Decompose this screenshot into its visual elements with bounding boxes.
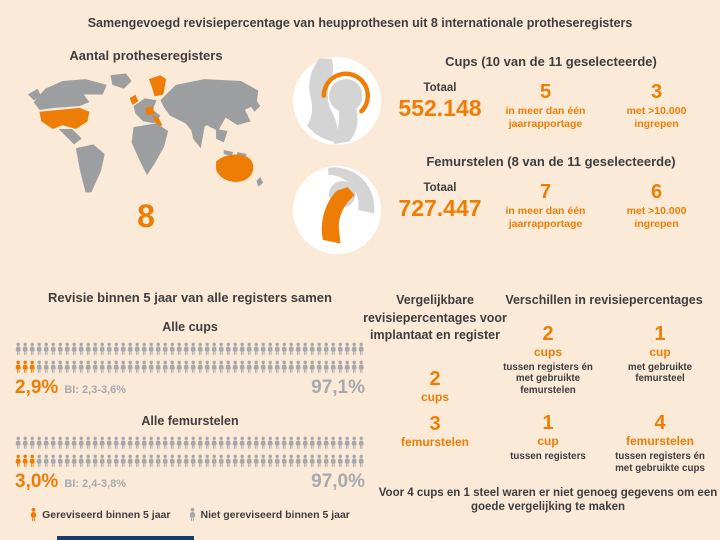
person-icon: [211, 453, 217, 469]
person-icon: [337, 341, 343, 357]
implant-stats-section: [390, 54, 712, 230]
person-icon: [127, 435, 133, 451]
person-icon: [176, 435, 182, 451]
stems-section: [390, 154, 712, 230]
registers-count: 8: [137, 198, 155, 234]
person-icon: [106, 341, 112, 357]
person-icon: [78, 341, 84, 357]
person-icon: [232, 359, 238, 375]
person-icon: [197, 435, 203, 451]
person-icon: [57, 453, 63, 469]
person-icon: [29, 341, 35, 357]
item-label: femurstelen: [400, 434, 470, 449]
person-icon: [113, 341, 119, 357]
person-icon: [99, 341, 105, 357]
person-icon: [78, 453, 84, 469]
person-icon: [36, 435, 42, 451]
pictogram-grid: [15, 341, 365, 375]
person-icon: [148, 435, 154, 451]
person-icon: [309, 341, 315, 357]
person-icon: [120, 359, 126, 375]
pictogram-row: [15, 453, 365, 469]
stems-stat-yearreports: [490, 182, 601, 230]
pictogram-row: [15, 359, 365, 375]
person-icon: [113, 435, 119, 451]
person-icon: [316, 359, 322, 375]
group-name: Alle cups: [162, 320, 218, 334]
person-icon: [57, 359, 63, 375]
person-icon: [183, 453, 189, 469]
person-icon: [155, 341, 161, 357]
item-value: 3: [429, 412, 441, 435]
revision-heading: Revisie binnen 5 jaar van alle registers samen: [48, 290, 332, 305]
person-icon: [246, 435, 252, 451]
person-icon: [120, 435, 126, 451]
footnote: Voor 4 cups en 1 steel waren er niet genoeg gegevens om een goede vergelijking te maken: [378, 487, 718, 514]
item-value: 2: [542, 322, 554, 345]
person-icon: [176, 359, 182, 375]
person-icon: [323, 453, 329, 469]
person-icon: [323, 359, 329, 375]
person-icon: [22, 341, 28, 357]
stems-total: [390, 182, 490, 230]
person-icon: [30, 506, 37, 523]
person-icon: [309, 435, 315, 451]
person-icon: [281, 359, 287, 375]
person-icon: [64, 341, 70, 357]
person-icon: [22, 435, 28, 451]
person-icon: [78, 359, 84, 375]
person-icon: [267, 435, 273, 451]
difference-item-4: [607, 413, 713, 475]
stat-label: met >10.000 ingrepen: [626, 105, 687, 130]
person-icon: [253, 341, 259, 357]
person-icon: [358, 453, 364, 469]
person-icon: [351, 435, 357, 451]
cups-stat-yearreports: [490, 82, 601, 130]
person-icon: [330, 453, 336, 469]
item-desc: tussen registers én met gebruikte femurstelen: [503, 361, 593, 397]
stems-heading: Femurstelen (8 van de 11 geselecteerde): [426, 154, 676, 170]
person-icon: [43, 435, 49, 451]
cups-stat-procedures: [601, 82, 712, 130]
item-label: cup: [649, 344, 671, 359]
person-icon: [148, 359, 154, 375]
person-icon: [344, 453, 350, 469]
person-icon: [141, 453, 147, 469]
cups-total-label: Totaal: [423, 82, 457, 94]
person-icon: [134, 435, 140, 451]
person-icon: [316, 453, 322, 469]
item-value: 4: [654, 412, 666, 435]
person-icon: [176, 453, 182, 469]
revised-percent: 2,9%: [15, 377, 59, 398]
person-icon: [78, 435, 84, 451]
stems-stat-procedures: [601, 182, 712, 230]
person-icon: [169, 453, 175, 469]
person-icon: [57, 435, 63, 451]
person-icon: [169, 341, 175, 357]
person-icon: [225, 453, 231, 469]
person-icon: [120, 453, 126, 469]
person-icon: [29, 435, 35, 451]
confidence-interval: BI: 2,3-3,6%: [64, 384, 127, 396]
person-icon: [197, 359, 203, 375]
person-icon: [92, 341, 98, 357]
person-icon: [351, 341, 357, 357]
revision-section: [15, 290, 365, 523]
person-icon: [29, 359, 35, 375]
person-icon: [225, 341, 231, 357]
cups-total-value: 552.148: [398, 95, 482, 121]
person-icon: [36, 453, 42, 469]
bottom-bar: [57, 536, 194, 540]
person-icon: [246, 453, 252, 469]
person-icon: [141, 435, 147, 451]
person-icon: [50, 359, 56, 375]
comparable-item-stems: [360, 414, 510, 449]
person-icon: [274, 359, 280, 375]
person-icon: [141, 341, 147, 357]
person-icon: [316, 341, 322, 357]
person-icon: [134, 453, 140, 469]
person-icon: [330, 359, 336, 375]
person-icon: [302, 359, 308, 375]
person-icon: [295, 341, 301, 357]
person-icon: [15, 435, 21, 451]
person-icon: [295, 435, 301, 451]
stems-total-label: Totaal: [423, 182, 457, 195]
person-icon: [239, 359, 245, 375]
person-icon: [232, 341, 238, 357]
person-icon: [190, 341, 196, 357]
femoral-stem-icon: [293, 166, 381, 254]
world-map: [26, 69, 266, 214]
person-icon: [260, 435, 266, 451]
person-icon: [309, 359, 315, 375]
person-icon: [43, 453, 49, 469]
person-icon: [183, 435, 189, 451]
person-icon: [106, 435, 112, 451]
person-icon: [127, 359, 133, 375]
revision-group-cups: [15, 320, 365, 399]
person-icon: [57, 341, 63, 357]
person-icon: [337, 359, 343, 375]
person-icon: [85, 359, 91, 375]
person-icon: [302, 341, 308, 357]
person-icon: [267, 341, 273, 357]
difference-item-1: [495, 324, 601, 398]
comparable-section: [360, 292, 510, 449]
stat-value: 7: [539, 181, 552, 204]
person-icon: [92, 435, 98, 451]
person-icon: [295, 453, 301, 469]
person-icon: [204, 453, 210, 469]
person-icon: [218, 341, 224, 357]
person-icon: [155, 453, 161, 469]
person-icon: [344, 341, 350, 357]
person-icon: [99, 359, 105, 375]
person-icon: [302, 435, 308, 451]
person-icon: [225, 435, 231, 451]
person-icon: [337, 453, 343, 469]
person-icon: [85, 453, 91, 469]
person-icon: [141, 359, 147, 375]
stat-value: 3: [650, 81, 663, 103]
person-icon: [253, 453, 259, 469]
not-revised-person-icon: [189, 506, 196, 523]
person-icon: [239, 341, 245, 357]
person-icon: [162, 341, 168, 357]
person-icon: [239, 435, 245, 451]
person-icon: [169, 435, 175, 451]
person-icon: [134, 359, 140, 375]
page-title: Samengevoegd revisiepercentage van heupprothesen uit 8 internationale protheseregisters: [87, 16, 633, 30]
cup-prosthesis-icon: [293, 57, 381, 145]
person-icon: [189, 506, 196, 523]
person-icon: [127, 341, 133, 357]
person-icon: [15, 453, 21, 469]
person-icon: [190, 435, 196, 451]
person-icon: [50, 341, 56, 357]
comparable-item-cups: [360, 369, 510, 404]
legend-item-not-revised: [189, 506, 350, 523]
person-icon: [232, 435, 238, 451]
person-icon: [344, 435, 350, 451]
cups-total: [390, 82, 490, 130]
differences-heading: Verschillen in revisiepercentages: [505, 293, 703, 307]
person-icon: [113, 453, 119, 469]
person-icon: [288, 435, 294, 451]
legend-item-revised: [30, 506, 170, 523]
person-icon: [50, 435, 56, 451]
person-icon: [22, 359, 28, 375]
person-icon: [113, 359, 119, 375]
stat-label: in meer dan één jaarrapportage: [505, 205, 586, 230]
person-icon: [148, 341, 154, 357]
person-icon: [218, 453, 224, 469]
person-icon: [134, 341, 140, 357]
person-icon: [64, 453, 70, 469]
person-icon: [225, 359, 231, 375]
person-icon: [43, 359, 49, 375]
item-desc: met gebruikte femursteel: [627, 361, 693, 385]
person-icon: [281, 341, 287, 357]
cups-heading: Cups (10 van de 11 geselecteerde): [445, 54, 657, 69]
item-label: cup: [537, 434, 559, 449]
person-icon: [92, 359, 98, 375]
person-icon: [64, 359, 70, 375]
person-icon: [267, 453, 273, 469]
person-icon: [344, 359, 350, 375]
person-icon: [15, 341, 21, 357]
person-icon: [281, 435, 287, 451]
pictogram-row: [15, 435, 365, 451]
person-icon: [253, 359, 259, 375]
item-desc: tussen registers: [510, 451, 586, 463]
person-icon: [260, 453, 266, 469]
person-icon: [183, 359, 189, 375]
legend-label: Gereviseerd binnen 5 jaar: [42, 508, 171, 521]
not-revised-percent: 97,1%: [311, 377, 365, 398]
person-icon: [274, 453, 280, 469]
person-icon: [99, 435, 105, 451]
person-icon: [204, 341, 210, 357]
person-icon: [351, 453, 357, 469]
person-icon: [190, 453, 196, 469]
person-icon: [148, 453, 154, 469]
registers-heading: Aantal protheseregisters: [69, 48, 223, 63]
stat-label: met >10.000 ingrepen: [626, 205, 687, 230]
differences-section: [495, 292, 713, 475]
person-icon: [330, 341, 336, 357]
person-icon: [330, 435, 336, 451]
not-revised-percent: 97,0%: [311, 471, 365, 492]
cups-section: [390, 54, 712, 130]
person-icon: [162, 453, 168, 469]
person-icon: [85, 435, 91, 451]
comparable-heading: Vergelijkbare revisiepercentages voor implantaat en register: [363, 293, 507, 342]
person-icon: [274, 341, 280, 357]
person-icon: [246, 359, 252, 375]
person-icon: [302, 453, 308, 469]
person-icon: [337, 435, 343, 451]
person-icon: [288, 359, 294, 375]
stat-label: in meer dan één jaarrapportage: [505, 105, 586, 130]
person-icon: [22, 453, 28, 469]
person-icon: [197, 453, 203, 469]
person-icon: [50, 453, 56, 469]
person-icon: [92, 453, 98, 469]
person-icon: [232, 453, 238, 469]
person-icon: [323, 435, 329, 451]
difference-item-3: [495, 413, 601, 475]
person-icon: [211, 435, 217, 451]
person-icon: [295, 359, 301, 375]
person-icon: [309, 453, 315, 469]
item-label: cups: [420, 389, 449, 404]
person-icon: [127, 453, 133, 469]
revision-group-stems: [15, 414, 365, 493]
confidence-interval: BI: 2,4-3,8%: [64, 478, 127, 490]
item-desc: tussen registers én met gebruikte cups: [615, 451, 705, 475]
person-icon: [281, 453, 287, 469]
person-icon: [197, 341, 203, 357]
person-icon: [183, 341, 189, 357]
person-icon: [211, 341, 217, 357]
legend: [15, 506, 365, 523]
person-icon: [162, 435, 168, 451]
stems-total-value: 727.447: [398, 195, 482, 222]
person-icon: [218, 359, 224, 375]
person-icon: [43, 341, 49, 357]
person-icon: [253, 435, 259, 451]
person-icon: [106, 359, 112, 375]
person-icon: [71, 359, 77, 375]
person-icon: [260, 341, 266, 357]
person-icon: [246, 341, 252, 357]
person-icon: [169, 359, 175, 375]
person-icon: [71, 435, 77, 451]
difference-item-2: [607, 324, 713, 398]
person-icon: [162, 359, 168, 375]
item-value: 1: [654, 322, 666, 345]
person-icon: [274, 435, 280, 451]
person-icon: [218, 435, 224, 451]
person-icon: [36, 341, 42, 357]
registers-section: [12, 48, 280, 235]
item-value: 2: [429, 367, 441, 390]
person-icon: [155, 359, 161, 375]
person-icon: [288, 341, 294, 357]
stat-value: 6: [650, 181, 663, 204]
group-name: Alle femurstelen: [141, 414, 239, 428]
stat-value: 5: [539, 81, 552, 103]
person-icon: [85, 341, 91, 357]
person-icon: [36, 359, 42, 375]
person-icon: [120, 341, 126, 357]
person-icon: [204, 435, 210, 451]
legend-label: Niet gereviseerd binnen 5 jaar: [200, 508, 350, 521]
person-icon: [106, 453, 112, 469]
person-icon: [29, 453, 35, 469]
person-icon: [260, 359, 266, 375]
item-value: 1: [542, 412, 554, 435]
revised-person-icon: [30, 506, 37, 523]
person-icon: [71, 341, 77, 357]
person-icon: [288, 453, 294, 469]
item-label: femurstelen: [625, 434, 695, 449]
pictogram-grid: [15, 435, 365, 469]
person-icon: [211, 359, 217, 375]
person-icon: [351, 359, 357, 375]
person-icon: [239, 453, 245, 469]
person-icon: [316, 435, 322, 451]
person-icon: [190, 359, 196, 375]
person-icon: [176, 341, 182, 357]
item-label: cups: [533, 344, 562, 359]
person-icon: [323, 341, 329, 357]
person-icon: [15, 359, 21, 375]
person-icon: [71, 453, 77, 469]
pictogram-row: [15, 341, 365, 357]
person-icon: [99, 453, 105, 469]
revised-percent: 3,0%: [15, 471, 59, 492]
person-icon: [204, 359, 210, 375]
person-icon: [155, 435, 161, 451]
person-icon: [64, 435, 70, 451]
person-icon: [267, 359, 273, 375]
